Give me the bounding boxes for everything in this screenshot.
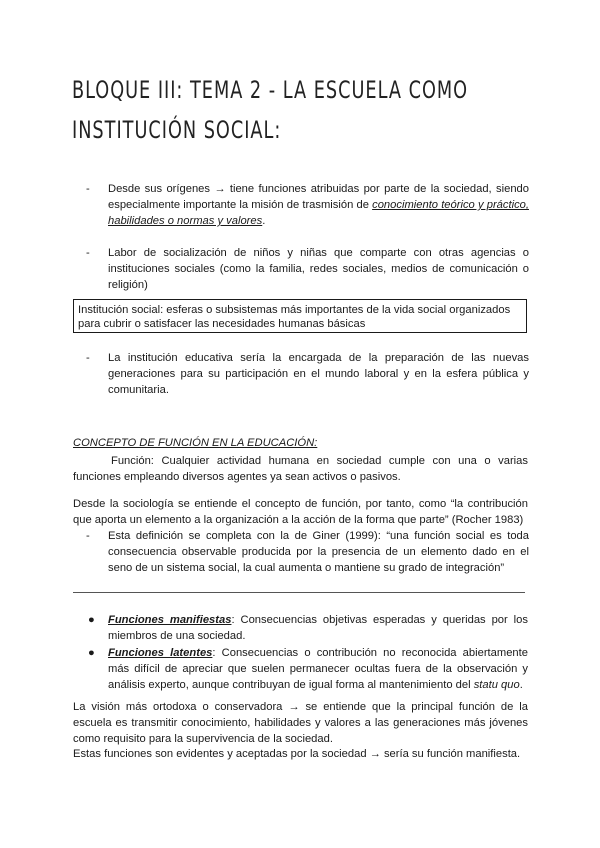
term-description: : Consecuencias objetivas esperadas y queridas por los miembros de una sociedad. [108,614,528,642]
term-description: : Consecuencias o contribución no reconocida abiertamente más difícil de apreciar que suelen permanecer ocultas fuera de la observación y análisis experto, aunque contribuyan de igual forma al mantenimiento del [108,647,528,691]
list-item [86,645,528,693]
page-title: BLOQUE III: TEMA 2 - LA ESCUELA COMO INSTITUCIÓN SOCIAL: [72,76,469,144]
section-heading: CONCEPTO DE FUNCIÓN EN LA EDUCACIÓN: [73,437,318,449]
vision-paragraph: La visión más ortodoxa o conservadora → se entiende que la principal función de la escuela es transmitir conocimiento, habilidades y valores a las generaciones más jóvenes como requisito para la supervivencia de la sociedad. [73,701,528,745]
term-label: Funciones manifiestas [108,614,232,626]
institution-list [86,350,529,398]
definition-box: Institución social: esferas o subsistemas más importantes de la vida social organizados para cubrir o satisfacer las necesidades humanas básicas [73,299,527,333]
list-item [86,181,529,229]
term-label: Funciones latentes [108,647,213,659]
dash-bullet: - [86,247,90,259]
intro-list [86,181,529,293]
list-item [86,612,528,644]
list-item-text: Labor de socialización de niños y niñas que comparte con otras agencias o instituciones sociales (como la familia, redes sociales, medios de comunicación o religión) [108,247,529,291]
bullet-dot-icon: ● [88,647,95,659]
dash-bullet: - [86,183,90,195]
list-item [86,350,529,398]
giner-list [86,528,529,576]
dash-bullet: - [86,530,90,542]
funciones-list [86,612,528,694]
funcion-definition: Función: Cualquier actividad humana en sociedad cumple con una o varias funciones empleando diversos agentes ya sean activos o pasivos. [73,455,528,483]
list-item-tail: . [262,215,266,227]
list-item-text: Esta definición se completa con la de Giner (1999): “una función social es toda consecuencia observable producida por la presencia de un elemento dado en el seno de un sistema social, la cual aumenta o mantiene su grado de integración” [108,530,529,574]
list-item-text: La institución educativa sería la encargada de la preparación de las nuevas generaciones para su participación en el mundo laboral y en la esfera pública y comunitaria. [108,352,529,396]
list-item-text: Desde sus orígenes → tiene funciones atribuidas por parte de la sociedad, siendo especialmente importante la misión de trasmisión de [108,183,529,211]
term-emphasis: statu quo [473,679,520,691]
list-item-emphasis: conocimiento teórico y práctico, habilidades o normas y valores [108,199,529,227]
list-item [86,245,529,293]
sociologia-paragraph: Desde la sociología se entiende el concepto de función, por tanto, como “la contribución que aporta un elemento a la organización a la acción de la forma que parte” (Rocher 1983) [73,498,528,526]
list-item [86,528,529,576]
evidentes-paragraph: Estas funciones son evidentes y aceptadas por la sociedad → sería su función manifiesta. [73,748,521,760]
horizontal-divider [73,592,525,593]
dash-bullet: - [86,352,90,364]
term-tail: . [519,679,523,691]
bullet-dot-icon: ● [88,614,95,626]
